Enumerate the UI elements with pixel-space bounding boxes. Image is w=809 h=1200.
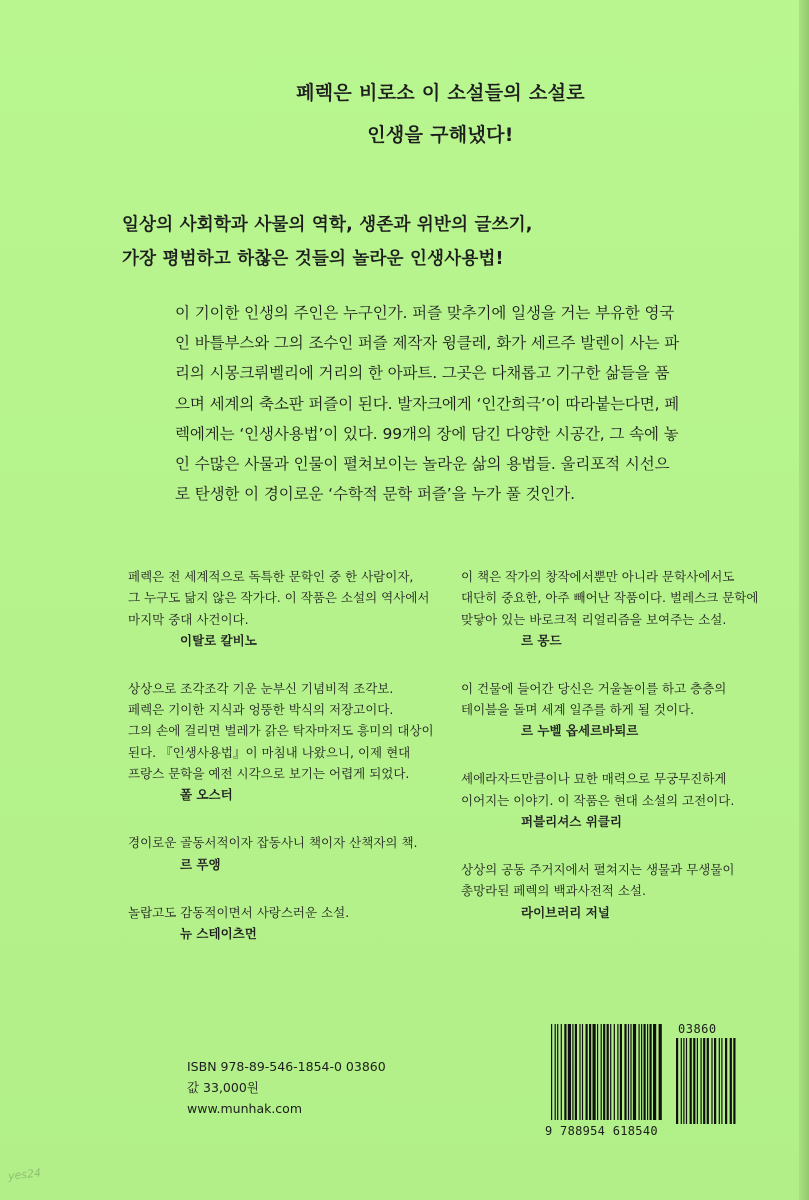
barcode-bar <box>557 1024 558 1120</box>
barcode-addon-bar <box>730 1038 732 1124</box>
barcode-bar <box>653 1024 656 1120</box>
barcode-bar <box>586 1024 588 1120</box>
barcode-bar <box>641 1024 642 1120</box>
subheadline-line: 가장 평범하고 하찮은 것들의 놀라운 인생사용법! <box>122 249 504 269</box>
barcode-bar <box>589 1024 591 1120</box>
publisher-url: www.munhak.com <box>187 1101 303 1116</box>
barcode-bar <box>617 1024 618 1120</box>
review-source: 르 몽드 <box>521 632 562 648</box>
isbn-block <box>187 1056 386 1119</box>
price: 값 33,000원 <box>187 1080 259 1095</box>
intro-line: 렉에게는 ‘인생사용법’이 있다. 99개의 장에 담긴 다양한 시공간, 그 속에 놓 <box>175 424 679 443</box>
review-quote <box>461 566 781 652</box>
reviews-left-column <box>128 566 448 971</box>
review-source: 르 푸앵 <box>180 856 221 872</box>
barcode-addon-number: 03860 <box>678 1022 717 1036</box>
review-line: 페렉은 전 세계적으로 독특한 문학인 중 한 사람이자, <box>128 569 414 584</box>
barcode-bar <box>603 1024 605 1120</box>
intro-line: 로 탄생한 이 경이로운 ‘수학적 문학 퍼즐’을 누가 풀 것인가. <box>175 485 576 504</box>
review-source: 이탈로 칼비노 <box>180 632 257 648</box>
barcode-bar <box>614 1024 615 1120</box>
review-line: 페렉은 기이한 지식과 엉뚱한 박식의 저장고이다. <box>128 702 394 718</box>
barcode-bar <box>593 1024 596 1120</box>
barcode-addon-bar <box>725 1038 727 1124</box>
barcode-main-number: 9 788954 618540 <box>545 1124 658 1138</box>
barcode-addon-bar <box>693 1038 695 1124</box>
barcode <box>545 1020 740 1150</box>
intro-line: 으며 세계의 축소판 퍼즐이 된다. 발자크에게 ‘인간희극’이 따라붙는다면, 페 <box>175 394 680 413</box>
barcode-bar <box>639 1024 640 1120</box>
review-line: 셰에라자드만큼이나 묘한 매력으로 무궁무진하게 <box>461 771 727 787</box>
review-line: 맞닿아 있는 바로크적 리얼리즘을 보여주는 소설. <box>461 611 727 627</box>
barcode-addon-bar <box>683 1038 684 1124</box>
review-source: 폴 오스터 <box>180 787 233 803</box>
barcode-addon-bar <box>701 1038 702 1124</box>
review-line: 마지막 중대 사건이다. <box>128 611 249 627</box>
barcode-bar <box>561 1024 562 1120</box>
review-line: 프랑스 문학을 예전 시각으로 보기는 어렵게 되었다. <box>128 766 410 782</box>
barcode-addon-bar <box>681 1038 682 1124</box>
barcode-bar <box>628 1024 629 1120</box>
review-quote <box>128 566 448 652</box>
subheadline <box>122 208 682 276</box>
barcode-bar <box>551 1024 552 1120</box>
review-quote <box>461 678 781 743</box>
barcode-bar <box>620 1024 622 1120</box>
barcode-addon-bar <box>703 1038 705 1124</box>
intro-line: 인 바틀부스와 그의 조수인 퍼즐 제작자 윙클레, 화가 세르주 발렌이 사는 파 <box>175 334 680 353</box>
barcode-bar <box>582 1024 583 1120</box>
barcode-bar <box>624 1024 626 1120</box>
barcode-bar <box>555 1024 556 1120</box>
barcode-bar <box>607 1024 609 1120</box>
review-source: 뉴 스테이츠먼 <box>180 925 257 941</box>
review-line: 이 책은 작가의 창작에서뿐만 아니라 문학사에서도 <box>461 569 735 584</box>
review-quote <box>461 859 781 924</box>
reviews-right-column <box>461 566 781 950</box>
barcode-addon-bar <box>711 1038 712 1124</box>
review-quote <box>128 902 448 945</box>
review-line: 테이블을 돌며 세계 일주를 하게 될 것이다. <box>461 702 695 718</box>
review-source: 퍼블리셔스 위클리 <box>521 814 622 830</box>
review-quote <box>128 678 448 806</box>
review-line: 그의 손에 걸리면 벌레가 갉은 탁자마저도 흥미의 대상이 <box>128 723 434 739</box>
intro-line: 인 수많은 사물과 인물이 펼쳐보이는 놀라운 삶의 용법들. 울리포적 시선으 <box>175 455 670 474</box>
barcode-addon-bar <box>721 1038 722 1124</box>
review-line: 경이로운 골동서적이자 잡동사니 책이자 산책자의 책. <box>128 835 418 851</box>
headline-line: 페렉은 비로소 이 소설들의 소설로 <box>296 82 585 104</box>
barcode-addon-bar <box>697 1038 698 1124</box>
barcode-bar <box>610 1024 611 1120</box>
review-quote <box>461 768 781 833</box>
intro-line: 리의 시몽크뤼벨리에 거리의 한 아파트. 그곳은 다채롭고 기구한 삶들을 품 <box>175 364 670 383</box>
barcode-addon-bar <box>733 1038 735 1124</box>
cover-spine-edge <box>799 0 809 1200</box>
review-line: 총망라된 페렉의 백과사전적 소설. <box>461 883 646 899</box>
barcode-addon-bar <box>714 1038 716 1124</box>
intro-paragraph <box>175 298 680 509</box>
barcode-bar <box>579 1024 580 1120</box>
review-source: 라이브러리 저널 <box>521 904 610 920</box>
review-line: 대단히 중요한, 아주 빼어난 작품이다. 벌레스크 문학에 <box>461 590 759 606</box>
headline-line: 인생을 구해냈다! <box>367 124 514 146</box>
intro-line: 이 기이한 인생의 주인은 누구인가. 퍼즐 맞추기에 일생을 거는 부유한 영국 <box>175 304 675 322</box>
barcode-bar <box>659 1024 662 1120</box>
barcode-bar <box>601 1024 602 1120</box>
barcode-bar <box>572 1024 573 1120</box>
subheadline-line: 일상의 사회학과 사물의 역학, 생존과 위반의 글쓰기, <box>122 215 533 235</box>
barcode-addon-bar <box>707 1038 709 1124</box>
barcode-bar <box>650 1024 652 1120</box>
review-line: 된다. 『인생사용법』이 마침내 나왔으니, 이제 현대 <box>128 744 411 760</box>
watermark-logo: yes24 <box>7 1166 42 1183</box>
review-line: 그 누구도 닮지 않은 작가다. 이 작품은 소설의 역사에서 <box>128 590 430 606</box>
barcode-bar <box>630 1024 631 1120</box>
isbn-number: ISBN 978-89-546-1854-0 03860 <box>187 1059 386 1074</box>
review-line: 이 건물에 들어간 당신은 거울놀이를 하고 층층의 <box>461 680 727 696</box>
review-line: 상상의 공동 주거지에서 펼쳐지는 생물과 무생물이 <box>461 862 735 878</box>
barcode-bar <box>647 1024 648 1120</box>
barcode-bar <box>644 1024 646 1120</box>
barcode-bar <box>568 1024 571 1120</box>
review-source: 르 누벨 옵세르바퇴르 <box>521 723 639 739</box>
review-line: 놀랍고도 감동적이면서 사랑스러운 소설. <box>128 904 350 920</box>
barcode-bar <box>575 1024 577 1120</box>
review-line: 상상으로 조각조각 기운 눈부신 기념비적 조각보. <box>128 680 394 696</box>
review-quote <box>128 832 448 875</box>
review-line: 이어지는 이야기. 이 작품은 현대 소설의 고전이다. <box>461 792 735 808</box>
barcode-bar <box>564 1024 566 1120</box>
barcode-addon-bar <box>719 1038 720 1124</box>
barcode-bar <box>633 1024 636 1120</box>
barcode-addon-bar <box>676 1038 678 1124</box>
barcode-addon-bar <box>690 1038 692 1124</box>
barcode-addon-bar <box>686 1038 687 1124</box>
headline <box>0 72 809 156</box>
barcode-bar <box>597 1024 598 1120</box>
